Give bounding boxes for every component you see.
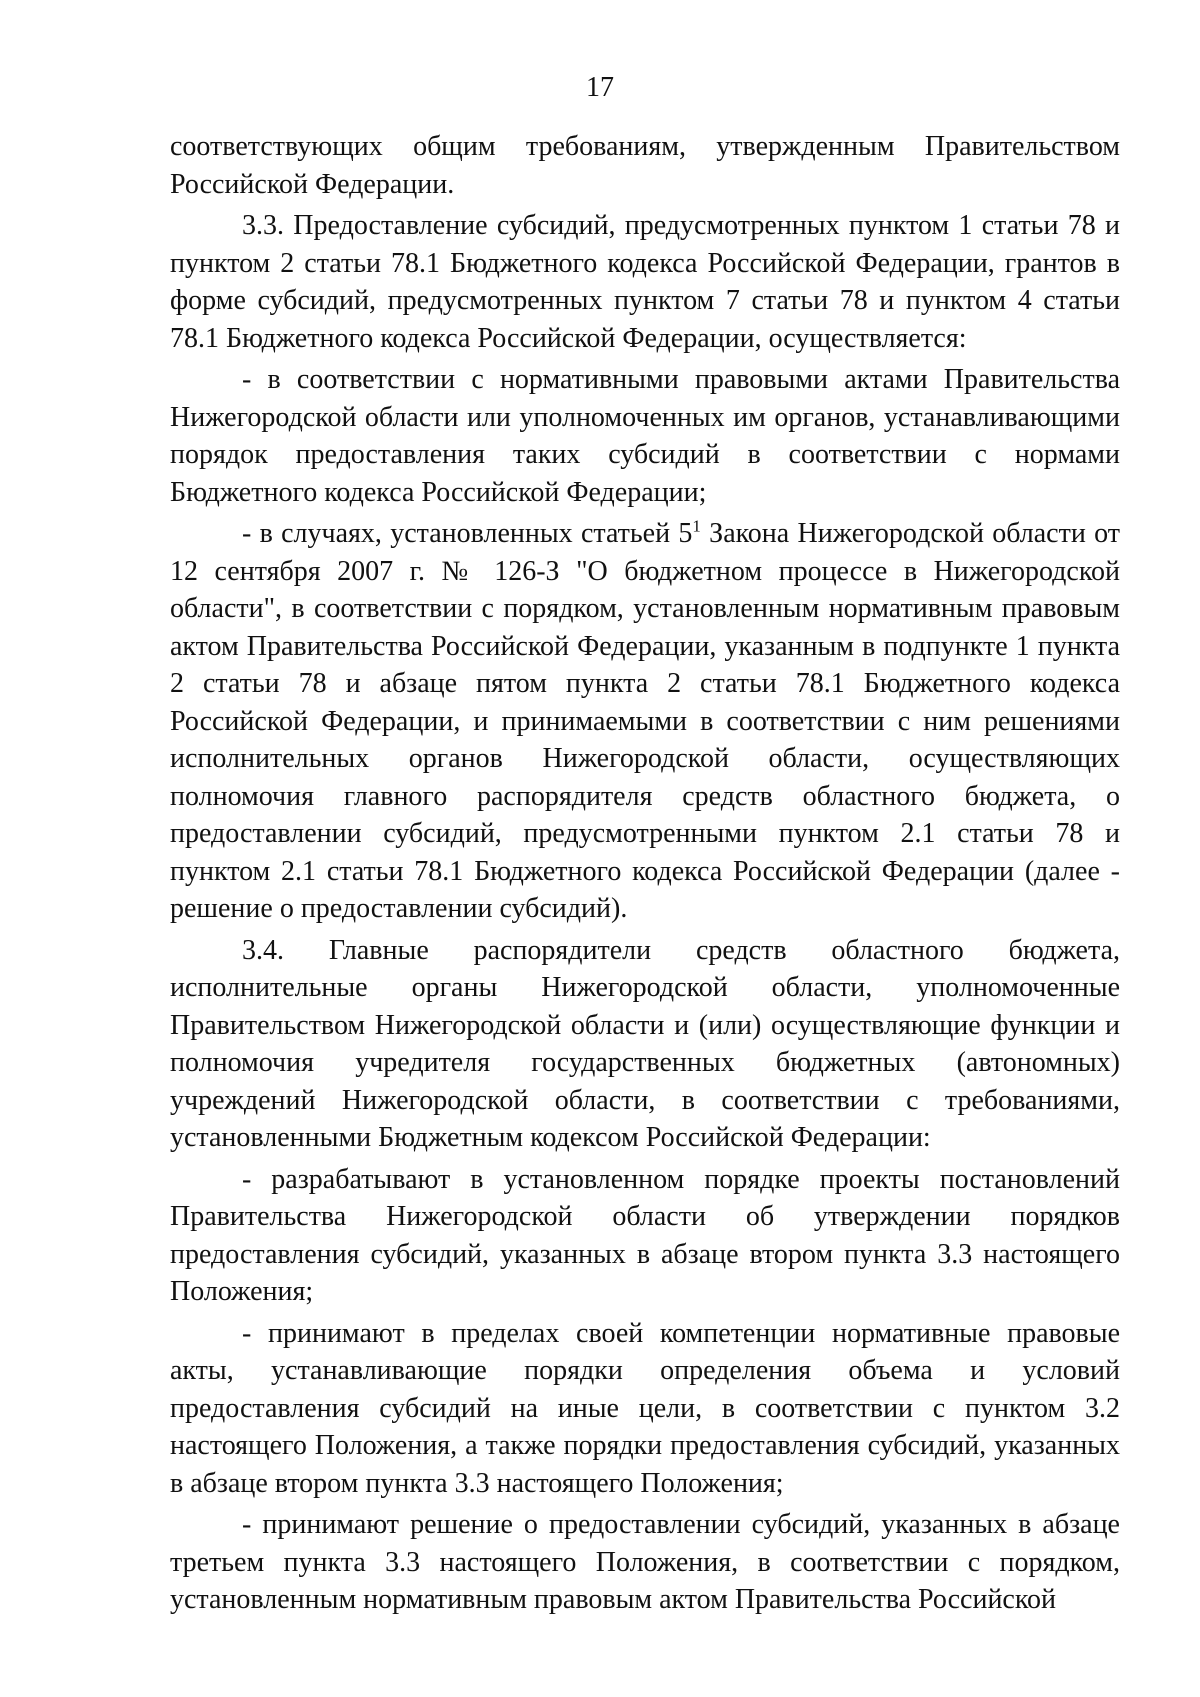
paragraph-3-3-item-1: - в соответствии с нормативными правовыми актами Правительства Нижегородской области или уполномоченных им органов, устанавливающими порядок предоставления таких субсидий в соответствии с нормами Бюджетного кодекса Российской Федерации; xyxy=(170,364,1120,508)
paragraph-text-end: Закона Нижегородской области от 12 сентября 2007 г. № 126-З "О бюджетном процессе в Нижегородской области", в соответствии с порядком, установленным нормативным правовым актом Правительства Российской Федерации, указанным в подпункте 1 пункта 2 статьи 78 и абзаце пятом пункта 2 статьи 78.1 Бюджетного кодекса Российской Федерации, и принимаемыми в соответствии с ним решениями исполнительных органов Нижегородской области, осуществляющих полномочия главного распорядителя средств областного бюджета, о предоставлении субсидий, предусмотренными пунктом 2.1 статьи 78 и пунктом 2.1 статьи 78.1 Бюджетного кодекса Российской Федерации (далее - решение о предоставлении субсидий). xyxy=(170,518,1120,924)
paragraph-3-4-item-2: - принимают в пределах своей компетенции нормативные правовые акты, устанавливающие порядки определения объема и условий предоставления субсидий на иные цели, в соответствии с пунктом 3.2 настоящего Положения, а также порядки предоставления субсидий, указанных в абзаце втором пункта 3.3 настоящего Положения; xyxy=(170,1317,1120,1499)
paragraph-3-3: 3.3. Предоставление субсидий, предусмотренных пунктом 1 статьи 78 и пунктом 2 статьи 78.1 Бюджетного кодекса Российской Федерации, грантов в форме субсидий, предусмотренных пунктом 7 статьи 78 и пунктом 4 статьи 78.1 Бюджетного кодекса Российской Федерации, осуществляется: xyxy=(170,210,1120,354)
document-body xyxy=(170,128,1120,1619)
paragraph-3-3-item-2 xyxy=(170,515,1120,928)
superscript: 1 xyxy=(692,516,701,536)
page-number: 17 xyxy=(586,72,614,103)
paragraph-text-start: - в случаях, установленных статьей 5 xyxy=(242,518,693,549)
paragraph-3-4: 3.4. Главные распорядители средств областного бюджета, исполнительные органы Нижегородской области, уполномоченные Правительством Нижегородской области и (или) осуществляющие функции и полномочия учредителя государственных бюджетных (автономных) учреждений Нижегородской области, в соответствии с требованиями, установленными Бюджетным кодексом Российской Федерации: xyxy=(170,934,1120,1153)
paragraph-3-4-item-3: - принимают решение о предоставлении субсидий, указанных в абзаце третьем пункта 3.3 настоящего Положения, в соответствии с порядком, установленным нормативным правовым актом Правительства Российской xyxy=(170,1509,1120,1615)
paragraph-continuation: соответствующих общим требованиям, утвержденным Правительством Российской Федерации. xyxy=(170,131,1120,200)
paragraph-3-4-item-1: - разрабатывают в установленном порядке проекты постановлений Правительства Нижегородской области об утверждении порядков предоставления субсидий, указанных в абзаце втором пункта 3.3 настоящего Положения; xyxy=(170,1163,1120,1307)
